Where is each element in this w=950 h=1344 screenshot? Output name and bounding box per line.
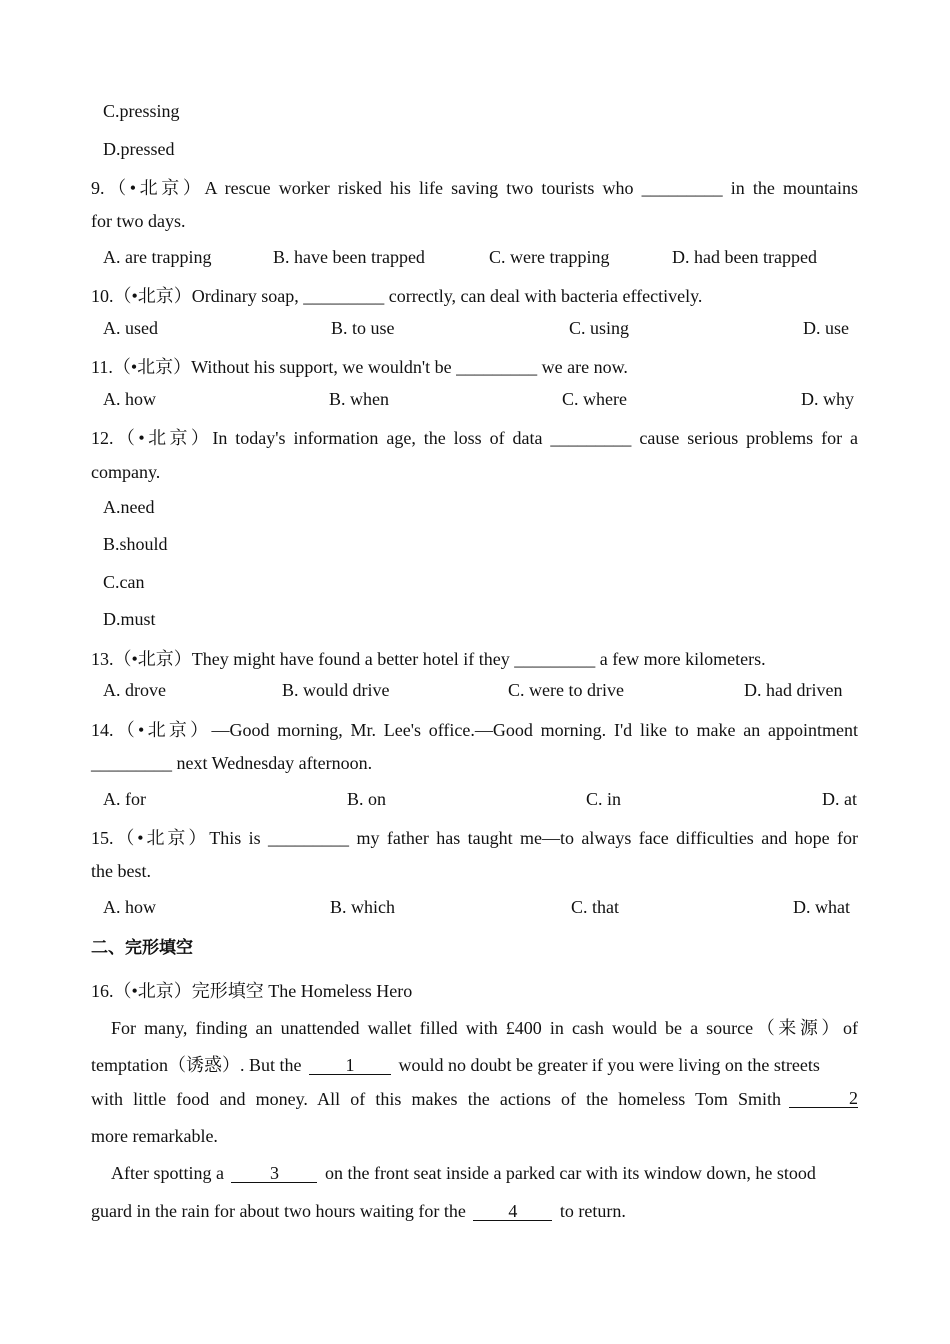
question-9-line-1: 9.（•北京）A rescue worker risked his life saving two tourists who _________ in the mountains bbox=[91, 178, 858, 198]
question-16-title: 16.（•北京）完形填空 The Homeless Hero bbox=[91, 981, 413, 1001]
paragraph-2-line-2 bbox=[91, 1201, 626, 1222]
question-15-line-2: the best. bbox=[91, 861, 151, 881]
option-c: C.can bbox=[103, 572, 145, 592]
option-c: C. were to drive bbox=[508, 680, 624, 700]
option-d: D.pressed bbox=[103, 139, 175, 159]
option-c: C. were trapping bbox=[489, 247, 610, 267]
text-segment: guard in the rain for about two hours waiting for the bbox=[91, 1201, 466, 1221]
option-c: C. in bbox=[586, 789, 622, 809]
option-a: A. are trapping bbox=[103, 247, 212, 267]
option-d: D. had been trapped bbox=[672, 247, 817, 267]
text-segment: would no doubt be greater if you were living on the streets bbox=[398, 1055, 820, 1075]
question-12-line-1: 12.（•北京）In today's information age, the loss of data _________ cause serious problems for a bbox=[91, 428, 858, 448]
paragraph-1-line-2 bbox=[91, 1051, 820, 1077]
text-segment: on the front seat inside a parked car with its window down, he stood bbox=[324, 1163, 816, 1183]
option-c: C.pressing bbox=[103, 101, 180, 121]
option-c: C. that bbox=[571, 897, 619, 917]
blank-4: 4 bbox=[473, 1202, 552, 1221]
question-11-line-1: 11.（•北京）Without his support, we wouldn't be _________ we are now. bbox=[91, 357, 628, 377]
option-c: C. using bbox=[569, 318, 630, 338]
question-14-line-2: _________ next Wednesday afternoon. bbox=[91, 753, 373, 773]
question-13-line-1: 13.（•北京）They might have found a better hotel if they _________ a few more kilometers. bbox=[91, 649, 766, 669]
option-a: A. drove bbox=[103, 680, 166, 700]
question-15-line-1: 15.（•北京）This is _________ my father has taught me—to always face difficulties and hope for bbox=[91, 828, 858, 848]
blank-2: 2 bbox=[789, 1089, 858, 1108]
option-b: B. on bbox=[347, 789, 387, 809]
option-b: B. would drive bbox=[282, 680, 390, 700]
option-d: D. what bbox=[793, 897, 850, 917]
text-segment: After spotting a bbox=[111, 1163, 224, 1183]
option-a: A.need bbox=[103, 497, 155, 517]
question-12-line-2: company. bbox=[91, 462, 161, 482]
option-b: B. when bbox=[329, 389, 389, 409]
option-b: B. which bbox=[330, 897, 395, 917]
option-a: A. how bbox=[103, 897, 156, 917]
question-9-line-2: for two days. bbox=[91, 211, 186, 231]
question-14-line-1: 14.（•北京）—Good morning, Mr. Lee's office.—Good morning. I'd like to make an appointment bbox=[91, 720, 858, 740]
paragraph-1-line-4: more remarkable. bbox=[91, 1126, 218, 1146]
blank-1: 1 bbox=[309, 1056, 391, 1075]
option-b: B.should bbox=[103, 534, 168, 554]
text-segment: to return. bbox=[559, 1201, 626, 1221]
option-d: D. use bbox=[803, 318, 849, 338]
option-a: A. how bbox=[103, 389, 156, 409]
option-a: A. for bbox=[103, 789, 146, 809]
option-b: B. have been trapped bbox=[273, 247, 425, 267]
option-d: D. why bbox=[801, 389, 854, 409]
option-a: A. used bbox=[103, 318, 158, 338]
option-d: D.must bbox=[103, 609, 156, 629]
text-segment: with little food and money. All of this makes the actions of the homeless Tom Smith bbox=[91, 1089, 781, 1109]
option-b: B. to use bbox=[331, 318, 395, 338]
paragraph-2-line-1 bbox=[111, 1163, 816, 1184]
section-title: 二、完形填空 bbox=[91, 938, 193, 958]
question-10-line-1: 10.（•北京）Ordinary soap, _________ correctly, can deal with bacteria effectively. bbox=[91, 286, 703, 306]
blank-3: 3 bbox=[231, 1164, 317, 1183]
option-c: C. where bbox=[562, 389, 627, 409]
text-segment: temptation（诱惑）. But the bbox=[91, 1055, 302, 1075]
option-d: D. at bbox=[822, 789, 857, 809]
option-d: D. had driven bbox=[744, 680, 843, 700]
paragraph-1-line-1: For many, finding an unattended wallet filled with £400 in cash would be a source（来源）of bbox=[111, 1018, 858, 1038]
